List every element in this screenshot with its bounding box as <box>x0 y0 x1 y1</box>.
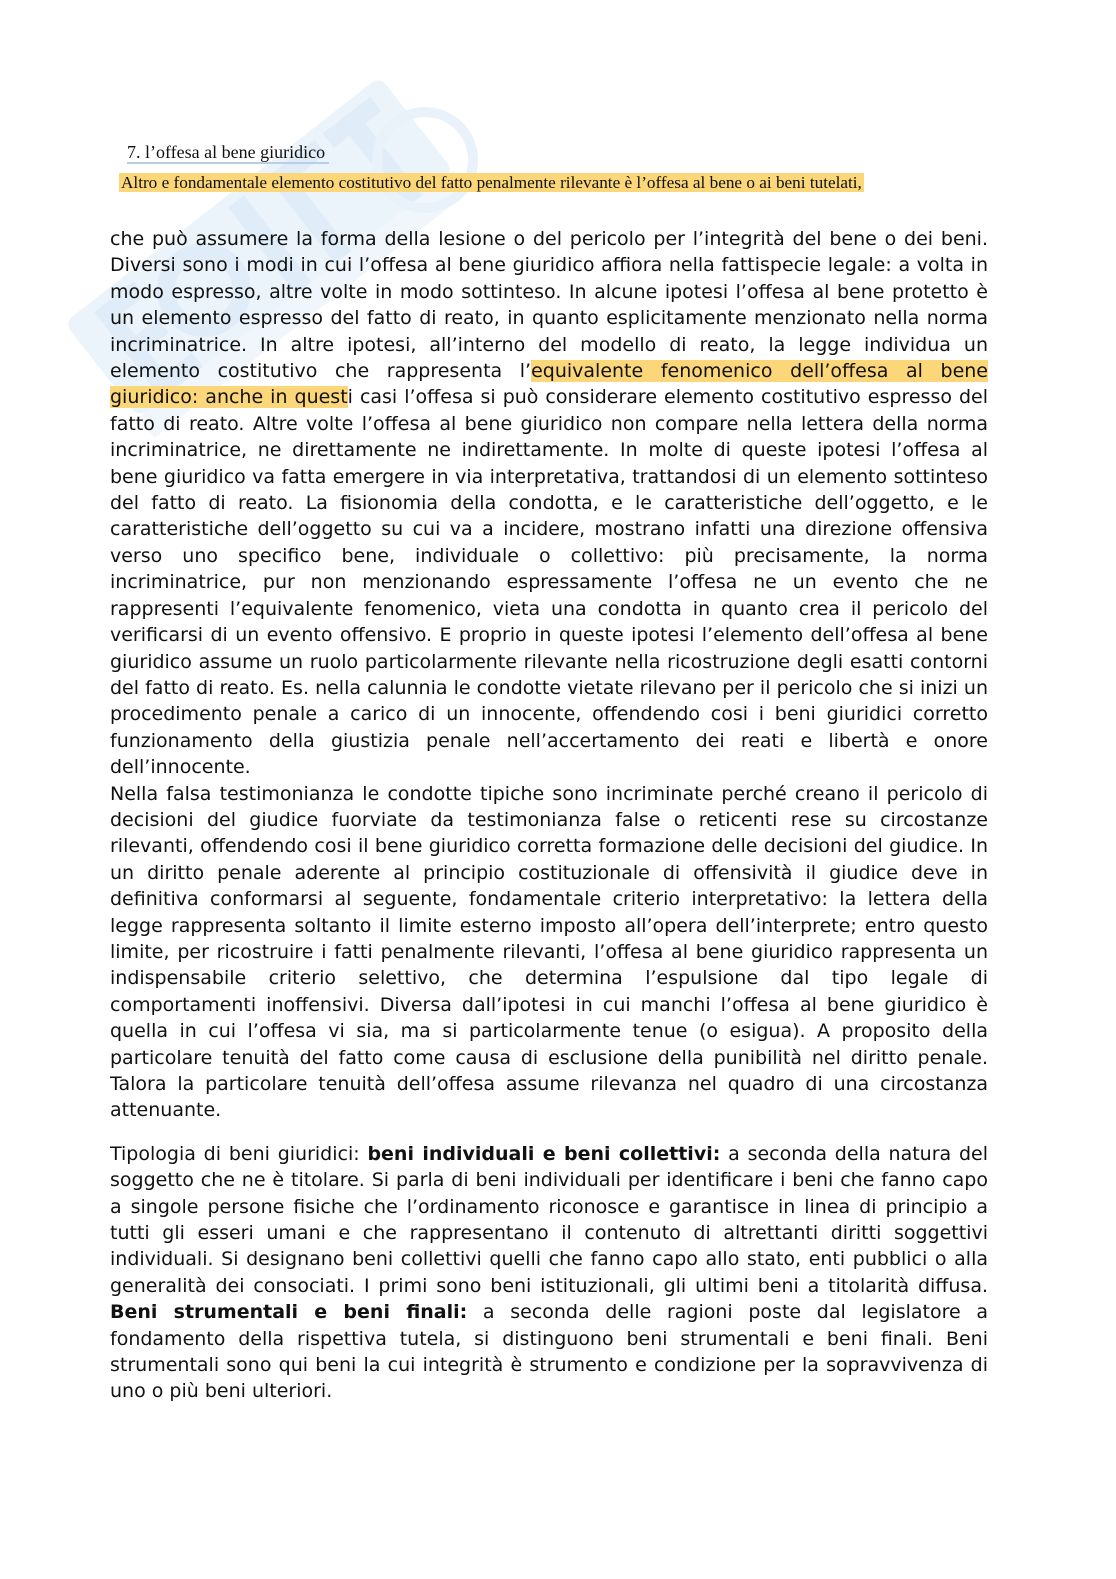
paragraph-offesa-part-b: i casi l’offesa si può considerare elemento costitutivo espresso del fatto di reato. Altre volte l’offesa al bene giuridico non compare nella lettera della norma incriminatrice, ne direttamente ne indirettamente. In molte di queste ipotesi l’offesa al bene giuridico va fatta emergere in via interpretativa, trattandosi di un elemento sottinteso del fatto di reato. La fisionomia della condotta, e le caratteristiche dell’oggetto, e le caratteristiche dell’oggetto su cui va a incidere, mostrano infatti una direzione offensiva verso uno specifico bene, individuale o collettivo: più precisamente, la norma incriminatrice, pur non menzionando espressamente l’offesa ne un evento che ne rappresenti l’equivalente fenomenico, vieta una condotta in quanto crea il pericolo del verificarsi di un evento offensivo. E proprio in queste ipotesi l’elemento dell’offesa al bene giuridico assume un ruolo particolarmente rilevante nella ricostruzione degli esatti contorni del fatto di reato. Es. nella calunnia le condotte vietate rilevano per il pericolo che si inizi un procedimento penale a carico di un innocente, offendendo cosi i beni giuridici corretto funzionamento della giustizia penale nell’accertamento dei reati e libertà e onore dell’innocente. <box>110 386 989 779</box>
paragraph-tipologia-part-b: a seconda della natura del soggetto che ne è titolare. Si parla di beni individuali per identificare i beni che fanno capo a singole persone fisiche che l’ordinamento riconosce e garantisce in linea di principio a tutti gli esseri umani e che rappresentano il contenuto di altrettanti diritti soggettivi individuali. Si designano beni collettivi quelli che fanno capo allo stato, enti pubblici o alla generalità dei consociati. I primi sono beni istituzionali, gli ultimi beni a titolarità diffusa. <box>110 1142 989 1297</box>
paragraph-tipologia-part-a: Tipologia di beni giuridici: <box>110 1142 368 1165</box>
body-text <box>110 226 988 1405</box>
highlighted-intro-text: Altro e fondamentale elemento costitutivo del fatto penalmente rilevante è l’offesa al bene o ai beni tutelati, <box>121 173 862 192</box>
paragraph-tipologia-part-c: a seconda delle ragioni poste dal legislatore a fondamento della rispettiva tutela, si distinguono beni strumentali e beni finali. Beni strumentali sono qui beni la cui integrità è strumento e condizione per la sopravvivenza di uno o più beni ulteriori. <box>110 1301 988 1403</box>
paragraph-tipologia <box>110 1141 988 1405</box>
bold-term-beni-strumentali: Beni strumentali e beni finali: <box>110 1301 468 1324</box>
bold-term-beni-individuali: beni individuali e beni collettivi: <box>367 1142 721 1165</box>
paragraph-offesa-part-a: che può assumere la forma della lesione o del pericolo per l’integrità del bene o dei beni. Diversi sono i modi in cui l’offesa al bene giuridico affiora nella fattispecie legale: a volta in modo espresso, altre volte in modo sottinteso. In alcune ipotesi l’offesa al bene protetto è un elemento espresso del fatto di reato, in quanto esplicitamente menzionato nella norma incriminatrice. In altre ipotesi, all’interno del modello di reato, la legge individua un elemento costitutivo che rappresenta l’ <box>110 228 988 383</box>
section-heading: 7. l’offesa al bene giuridico <box>127 142 329 164</box>
paragraph-falsa-testimonianza: Nella falsa testimonianza le condotte tipiche sono incriminate perché creano il pericolo di decisioni del giudice fuorviate da testimonianza false o reticenti rese su circostanze rilevanti, offendendo cosi il bene giuridico corretta formazione delle decisioni del giudice. In un diritto penale aderente al principio costituzionale di offensività il giudice deve in definitiva conformarsi al seguente, fondamentale criterio interpretativo: la lettera della legge rappresenta soltanto il limite esterno imposto all’opera dell’interprete; entro questo limite, per ricostruire i fatti penalmente rilevanti, l’offesa al bene giuridico rappresenta un indispensabile criterio selettivo, che determina l’espulsione dal tipo legale di comportamenti inoffensivi. Diversa dall’ipotesi in cui manchi l’offesa al bene giuridico è quella in cui l’offesa vi sia, ma si particolarmente tenue (o esigua). A proposito della particolare tenuità del fatto come causa di esclusione della punibilità nel diritto penale. Talora la particolare tenuità dell’offesa assume rilevanza nel quadro di una circostanza attenuante. <box>110 782 988 1122</box>
highlighted-phrase: equivalente fenomenico dell’offesa al bene giuridico: anche in quest <box>110 360 988 409</box>
paragraph-offesa <box>110 226 988 781</box>
highlighted-intro-line <box>119 170 979 196</box>
